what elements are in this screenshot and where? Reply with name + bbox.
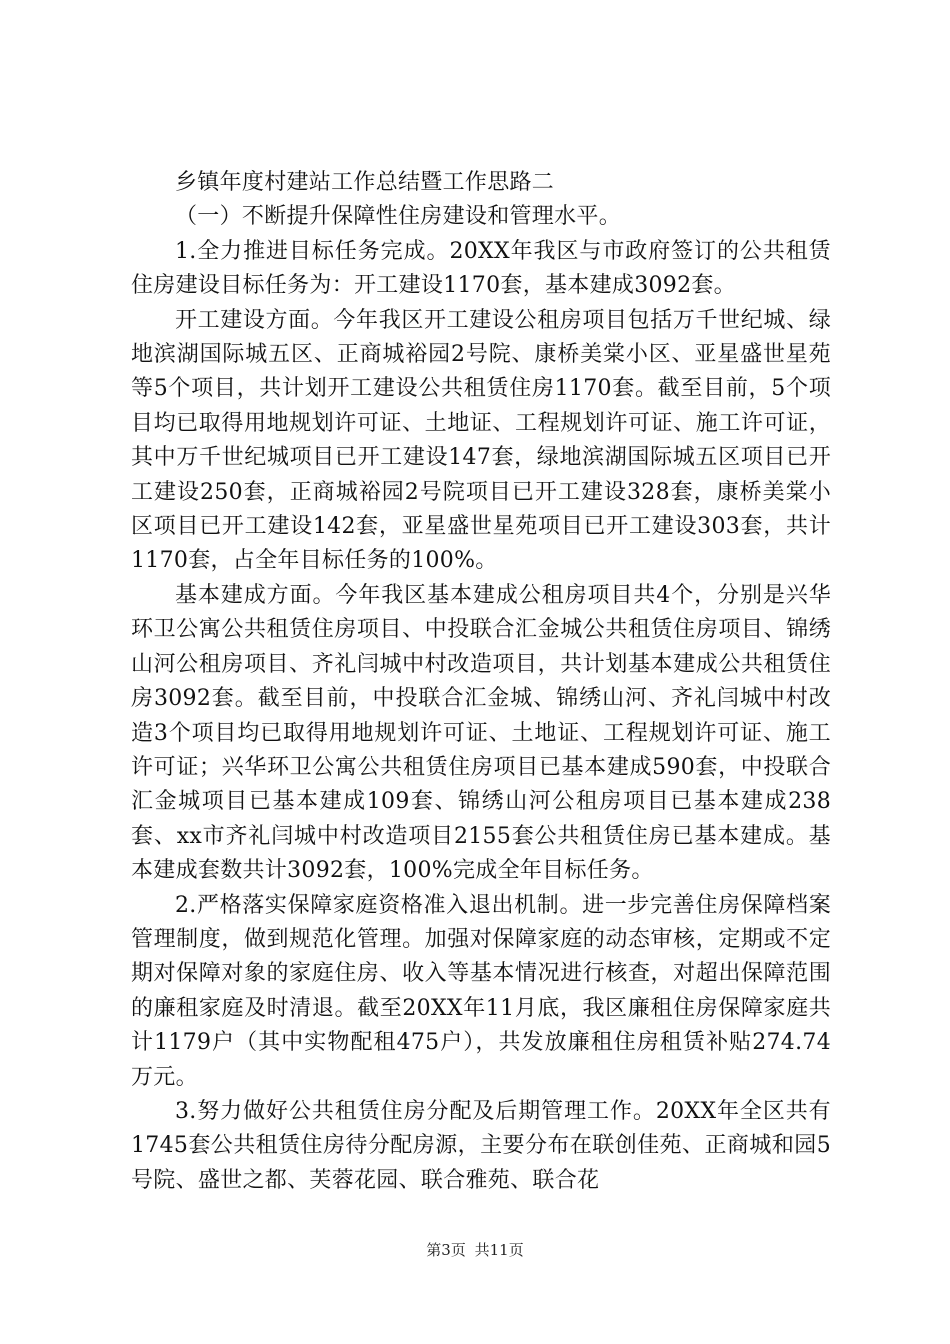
document-body xyxy=(131,166,831,1198)
paragraph-target-tasks: 1.全力推进目标任务完成。20XX年我区与市政府签订的公共租赁住房建设目标任务为：开工建设1170套，基本建成3092套。 xyxy=(131,238,831,299)
paragraph-eligibility-mechanism: 2.严格落实保障家庭资格准入退出机制。进一步完善住房保障档案管理制度，做到规范化管理。加强对保障家庭的动态审核，定期或不定期对保障对象的家庭住房、收入等基本情况进行核查，对超出保障范围的廉租家庭及时清退。截至20XX年11月底，我区廉租住房保障家庭共计1179户（其中实物配租475户），共发放廉租住房租赁补贴274.74万元。 xyxy=(131,892,831,1090)
page-number: 第3页 xyxy=(426,1241,466,1259)
paragraph-basic-completion: 基本建成方面。今年我区基本建成公租房项目共4个，分别是兴华环卫公寓公共租赁住房项目、中投联合汇金城公共租赁住房项目、锦绣山河公租房项目、齐礼闫城中村改造项目，共计划基本建成公共租赁住房3092套。截至目前，中投联合汇金城、锦绣山河、齐礼闫城中村改造3个项目均已取得用地规划许可证、土地证、工程规划许可证、施工许可证；兴华环卫公寓公共租赁住房项目已基本建成590套，中投联合汇金城项目已基本建成109套、锦绣山河公租房项目已基本建成238套、xx市齐礼闫城中村改造项目2155套公共租赁住房已基本建成。基本建成套数共计3092套，100%完成全年目标任务。 xyxy=(131,582,831,884)
document-title: 乡镇年度村建站工作总结暨工作思路二 xyxy=(175,170,555,195)
page-footer xyxy=(0,1240,950,1260)
section-heading: （一）不断提升保障性住房建设和管理水平。 xyxy=(175,204,622,230)
paragraph-construction-start: 开工建设方面。今年我区开工建设公租房项目包括万千世纪城、绿地滨湖国际城五区、正商城裕园2号院、康桥美棠小区、亚星盛世星苑等5个项目，共计划开工建设公共租赁住房1170套。截至目前，5个项目均已取得用地规划许可证、土地证、工程规划许可证、施工许可证，其中万千世纪城项目已开工建设147套，绿地滨湖国际城五区项目已开工建设250套，正商城裕园2号院项目已开工建设328套，康桥美棠小区项目已开工建设142套，亚星盛世星苑项目已开工建设303套，共计1170套，占全年目标任务的100%。 xyxy=(131,307,831,574)
paragraph-allocation-management: 3.努力做好公共租赁住房分配及后期管理工作。20XX年全区共有1745套公共租赁住房待分配房源，主要分布在联创佳苑、正商城和园5号院、盛世之都、芙蓉花园、联合雅苑、联合花 xyxy=(131,1098,831,1193)
page-total: 共11页 xyxy=(474,1241,524,1259)
